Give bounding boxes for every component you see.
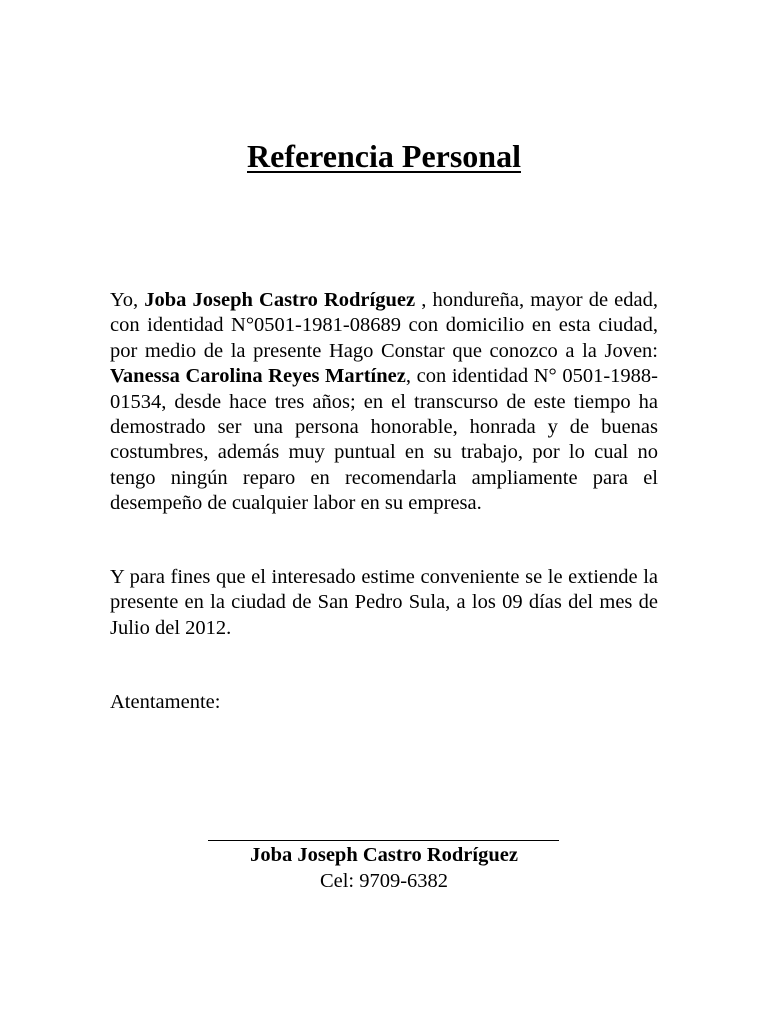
signature-phone: Cel: 9709-6382 bbox=[319, 870, 449, 892]
closing-salutation: Atentamente: bbox=[110, 691, 221, 713]
paragraph-1-text-3: , con identidad N° 0501-1988-01534, desde hace tres años; en el transcurso de este tiempo ha demostrado ser una persona honorable, honrada y de buenas costumbres, además muy puntual en su trabajo, por lo cual no tengo ningún reparo en recomendarla ampliamente para el desempeño de cualquier labor en su empresa. bbox=[110, 365, 658, 515]
body-paragraph-2: Y para fines que el interesado estime conveniente se le extiende la presente en la ciudad de San Pedro Sula, a los 09 días del mes de Julio del 2012. bbox=[110, 566, 658, 639]
paragraph-1-text-1: Yo, bbox=[110, 289, 145, 311]
author-name: Joba Joseph Castro Rodríguez bbox=[144, 289, 416, 311]
body-paragraph-1 bbox=[110, 288, 658, 517]
document-title: Referencia Personal bbox=[247, 138, 521, 174]
referee-name: Vanessa Carolina Reyes Martínez bbox=[110, 365, 406, 388]
paragraph-1-text-2: , hondureña, mayor de edad, con identidad N°0501-1981-08689 con domicilio en esta ciudad, por medio de la presente Hago Constar que conozco a la Joven: bbox=[110, 289, 658, 362]
signature-line bbox=[208, 840, 559, 841]
signature-name: Joba Joseph Castro Rodríguez bbox=[250, 844, 518, 866]
